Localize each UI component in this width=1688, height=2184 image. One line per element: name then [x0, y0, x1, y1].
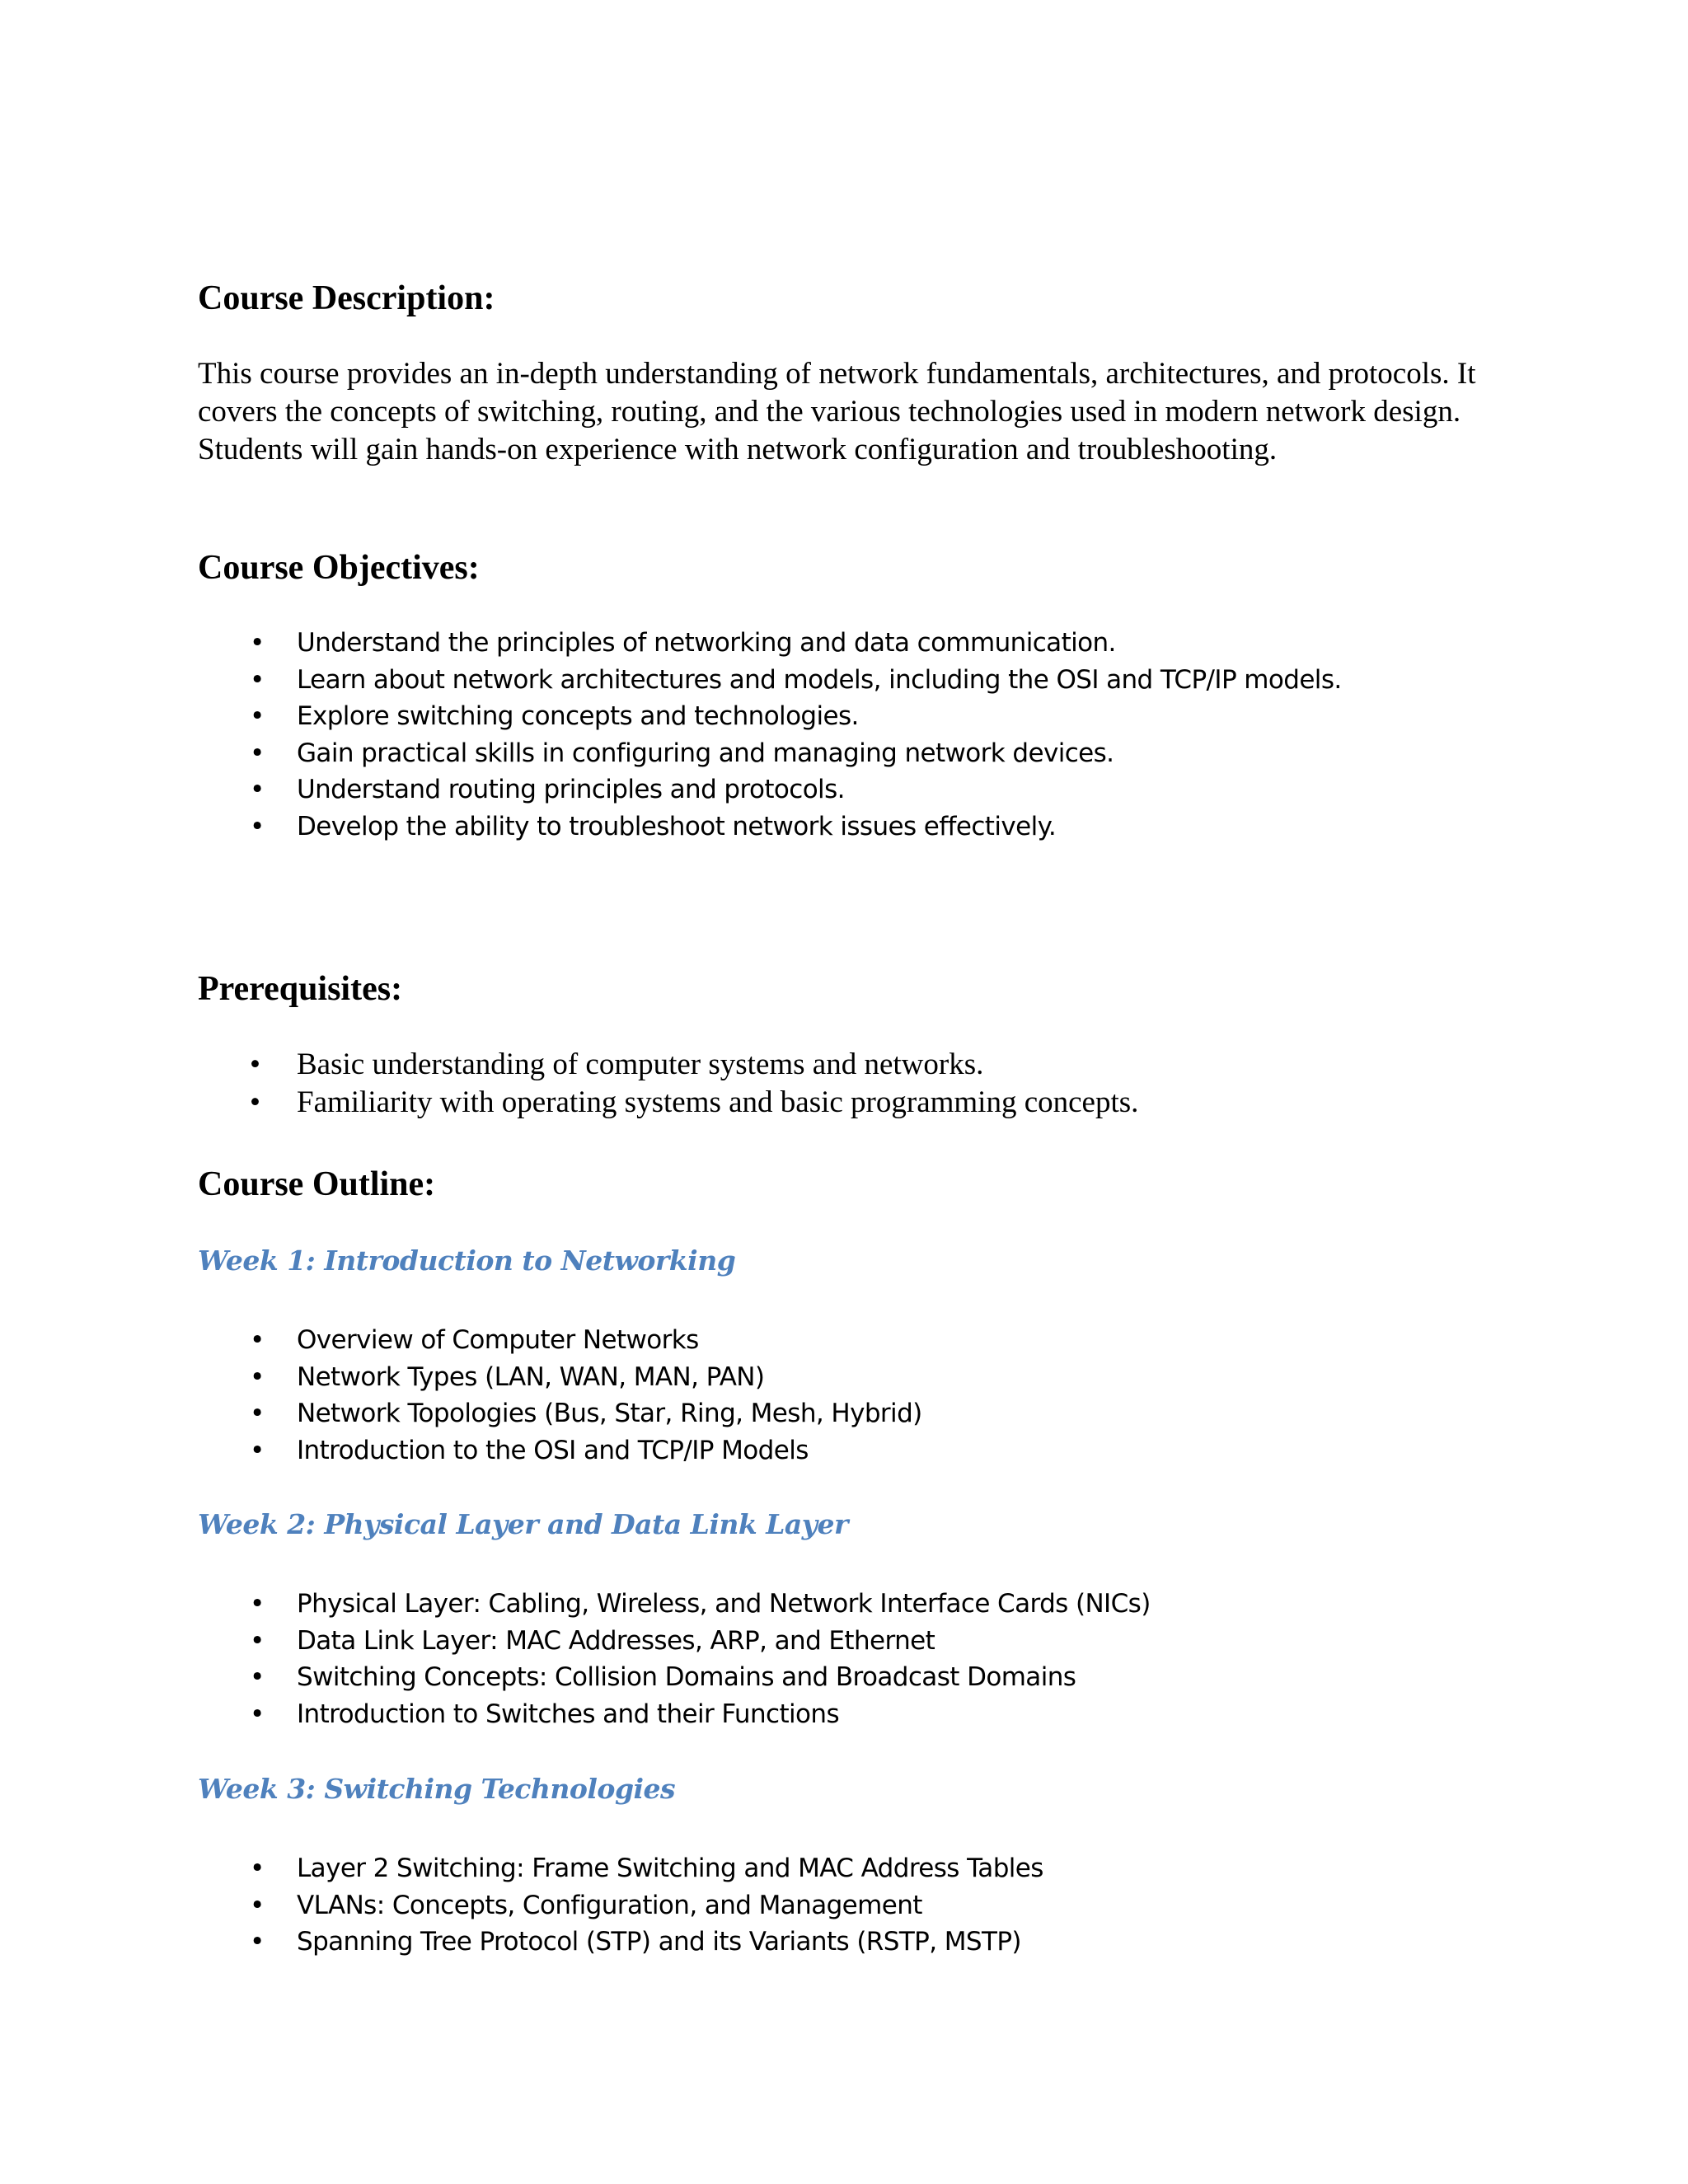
bullet-icon: • — [250, 811, 265, 841]
prerequisites-list — [198, 1046, 1138, 1122]
bullet-icon: • — [250, 738, 265, 768]
bullet-icon: • — [250, 1361, 265, 1392]
bullet-icon: • — [250, 628, 265, 658]
list-item: • Introduction to Switches and their Functions — [198, 1696, 1151, 1733]
list-item: • Introduction to the OSI and TCP/IP Models — [198, 1432, 922, 1469]
list-item: • Overview of Computer Networks — [198, 1322, 922, 1359]
bullet-icon: • — [250, 1625, 265, 1656]
bullet-icon: • — [250, 1085, 260, 1119]
week-3-topics-list — [198, 1850, 1043, 1961]
course-outline-heading: Course Outline: — [198, 1165, 436, 1203]
prerequisites-heading: Prerequisites: — [198, 970, 403, 1008]
list-item: • Basic understanding of computer systems and networks. — [198, 1046, 1138, 1084]
list-item: • Spanning Tree Protocol (STP) and its Variants (RSTP, MSTP) — [198, 1924, 1043, 1961]
bullet-icon: • — [250, 1699, 265, 1729]
bullet-icon: • — [250, 1854, 265, 1883]
bullet-icon: • — [250, 664, 265, 695]
course-description-text: This course provides an in-depth understanding of network fundamentals, architectures, and protocols. It covers the concepts of switching, routing, and the various technologies used in modern network design. Students will gain hands-on experience with network configuration and troubleshooting. — [198, 357, 1476, 466]
list-item: • Switching Concepts: Collision Domains and Broadcast Domains — [198, 1659, 1151, 1696]
week-1-topics-list — [198, 1322, 922, 1469]
course-objectives-heading: Course Objectives: — [198, 549, 480, 587]
list-item: • Gain practical skills in configuring and managing network devices. — [198, 735, 1342, 772]
bullet-icon: • — [250, 1927, 265, 1957]
bullet-icon: • — [250, 1890, 265, 1920]
list-item: • Network Types (LAN, WAN, MAN, PAN) — [198, 1359, 922, 1396]
bullet-icon: • — [250, 1589, 265, 1619]
course-description-heading: Course Description: — [198, 279, 495, 317]
list-item: • VLANs: Concepts, Configuration, and Management — [198, 1887, 1043, 1924]
list-item: • Familiarity with operating systems and basic programming concepts. — [198, 1084, 1138, 1122]
bullet-icon: • — [250, 1399, 265, 1428]
list-item: • Understand the principles of networking and data communication. — [198, 625, 1342, 662]
list-item: • Develop the ability to troubleshoot network issues effectively. — [198, 808, 1342, 846]
list-item: • Understand routing principles and protocols. — [198, 771, 1342, 808]
list-item: • Network Topologies (Bus, Star, Ring, Mesh, Hybrid) — [198, 1395, 922, 1432]
bullet-icon: • — [250, 1662, 265, 1692]
bullet-icon: • — [250, 775, 265, 804]
bullet-icon: • — [250, 701, 265, 731]
list-item: • Layer 2 Switching: Frame Switching and MAC Address Tables — [198, 1850, 1043, 1887]
list-item: • Explore switching concepts and technologies. — [198, 698, 1342, 735]
week-2-topics-list — [198, 1586, 1151, 1732]
bullet-icon: • — [250, 1047, 260, 1081]
bullet-icon: • — [250, 1325, 265, 1355]
list-item: • Data Link Layer: MAC Addresses, ARP, and Ethernet — [198, 1623, 1151, 1660]
list-item: • Learn about network architectures and models, including the OSI and TCP/IP models. — [198, 662, 1342, 699]
week-1-heading: Week 1: Introduction to Networking — [198, 1244, 736, 1277]
course-objectives-list — [198, 625, 1342, 845]
week-2-heading: Week 2: Physical Layer and Data Link Layer — [198, 1508, 848, 1540]
week-3-heading: Week 3: Switching Technologies — [198, 1773, 676, 1805]
bullet-icon: • — [250, 1435, 265, 1465]
list-item: • Physical Layer: Cabling, Wireless, and Network Interface Cards (NICs) — [198, 1586, 1151, 1623]
